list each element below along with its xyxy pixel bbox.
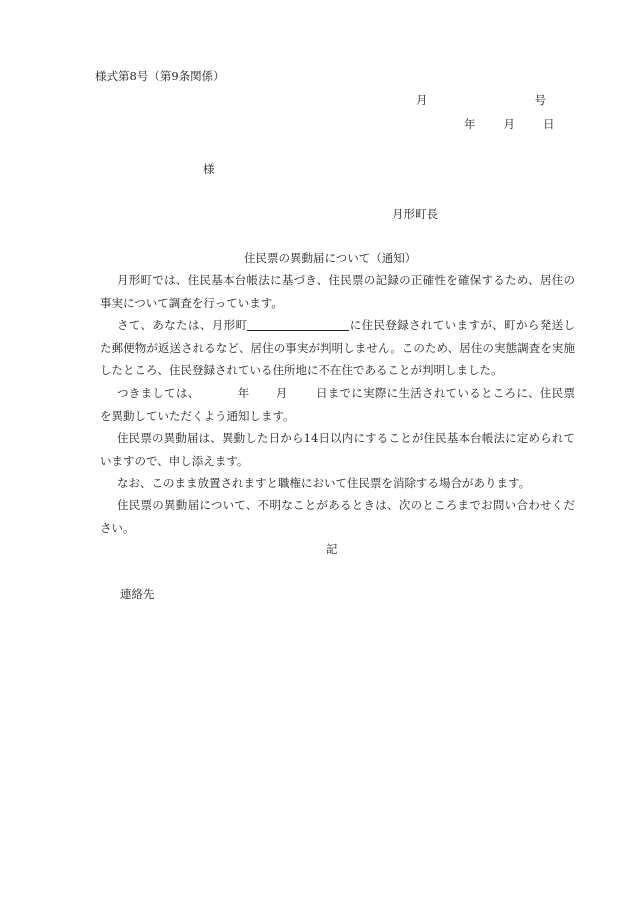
document-number-suffix: 号 bbox=[534, 93, 546, 107]
paragraph-2-lead: さて、あなたは、月形町 bbox=[117, 318, 248, 332]
paragraph-3 bbox=[100, 382, 575, 427]
paragraph-3-rest: 日までに実際に生活されているところに、住民票を異動していただくよう通知します。 bbox=[100, 386, 576, 423]
paragraph-2-rest: に住民登録されていますが、町から発送した郵便物が返送されるなど、居住の事実が判明しません。このため、居住の実態調査を実施したところ、住民登録されている住所地に不在住であることが判明しました。 bbox=[100, 318, 575, 377]
document-title: 住民票の異動届について（通知） bbox=[244, 251, 417, 265]
deadline-year: 年 bbox=[237, 386, 250, 400]
sender-name: 月形町長 bbox=[392, 207, 438, 221]
paragraph-3-lead: つきましては、 bbox=[117, 386, 200, 400]
document-date-month: 月 bbox=[503, 117, 515, 131]
document-date-day: 日 bbox=[543, 117, 555, 131]
document-number-line bbox=[416, 92, 546, 108]
document-date-year: 年 bbox=[464, 117, 476, 131]
address-blank-line bbox=[247, 316, 349, 331]
paragraph-1: 月形町では、住民基本台帳法に基づき、住民票の記録の正確性を確保するため、居住の事実について調査を行っています。 bbox=[100, 273, 575, 310]
paragraph-4: 住民票の異動届は、異動した日から14日以内にすることが住民基本台帳法に定められていますので、申し添えます。 bbox=[100, 431, 575, 468]
deadline-month: 月 bbox=[275, 386, 288, 400]
contact-label: 連絡先 bbox=[120, 587, 155, 601]
document-date-line bbox=[464, 116, 555, 132]
document-number-month: 月 bbox=[416, 93, 428, 107]
addressee-honorific: 様 bbox=[203, 162, 215, 176]
form-id: 様式第8号（第9条関係） bbox=[95, 69, 225, 83]
paragraph-5: なお、このまま放置されますと職権において住民票を消除する場合があります。 bbox=[117, 476, 531, 490]
note-heading: 記 bbox=[326, 542, 338, 556]
paragraph-2 bbox=[100, 314, 575, 382]
paragraph-6: 住民票の異動届について、不明なことがあるときは、次のところまでお問い合わせください。 bbox=[100, 498, 575, 535]
